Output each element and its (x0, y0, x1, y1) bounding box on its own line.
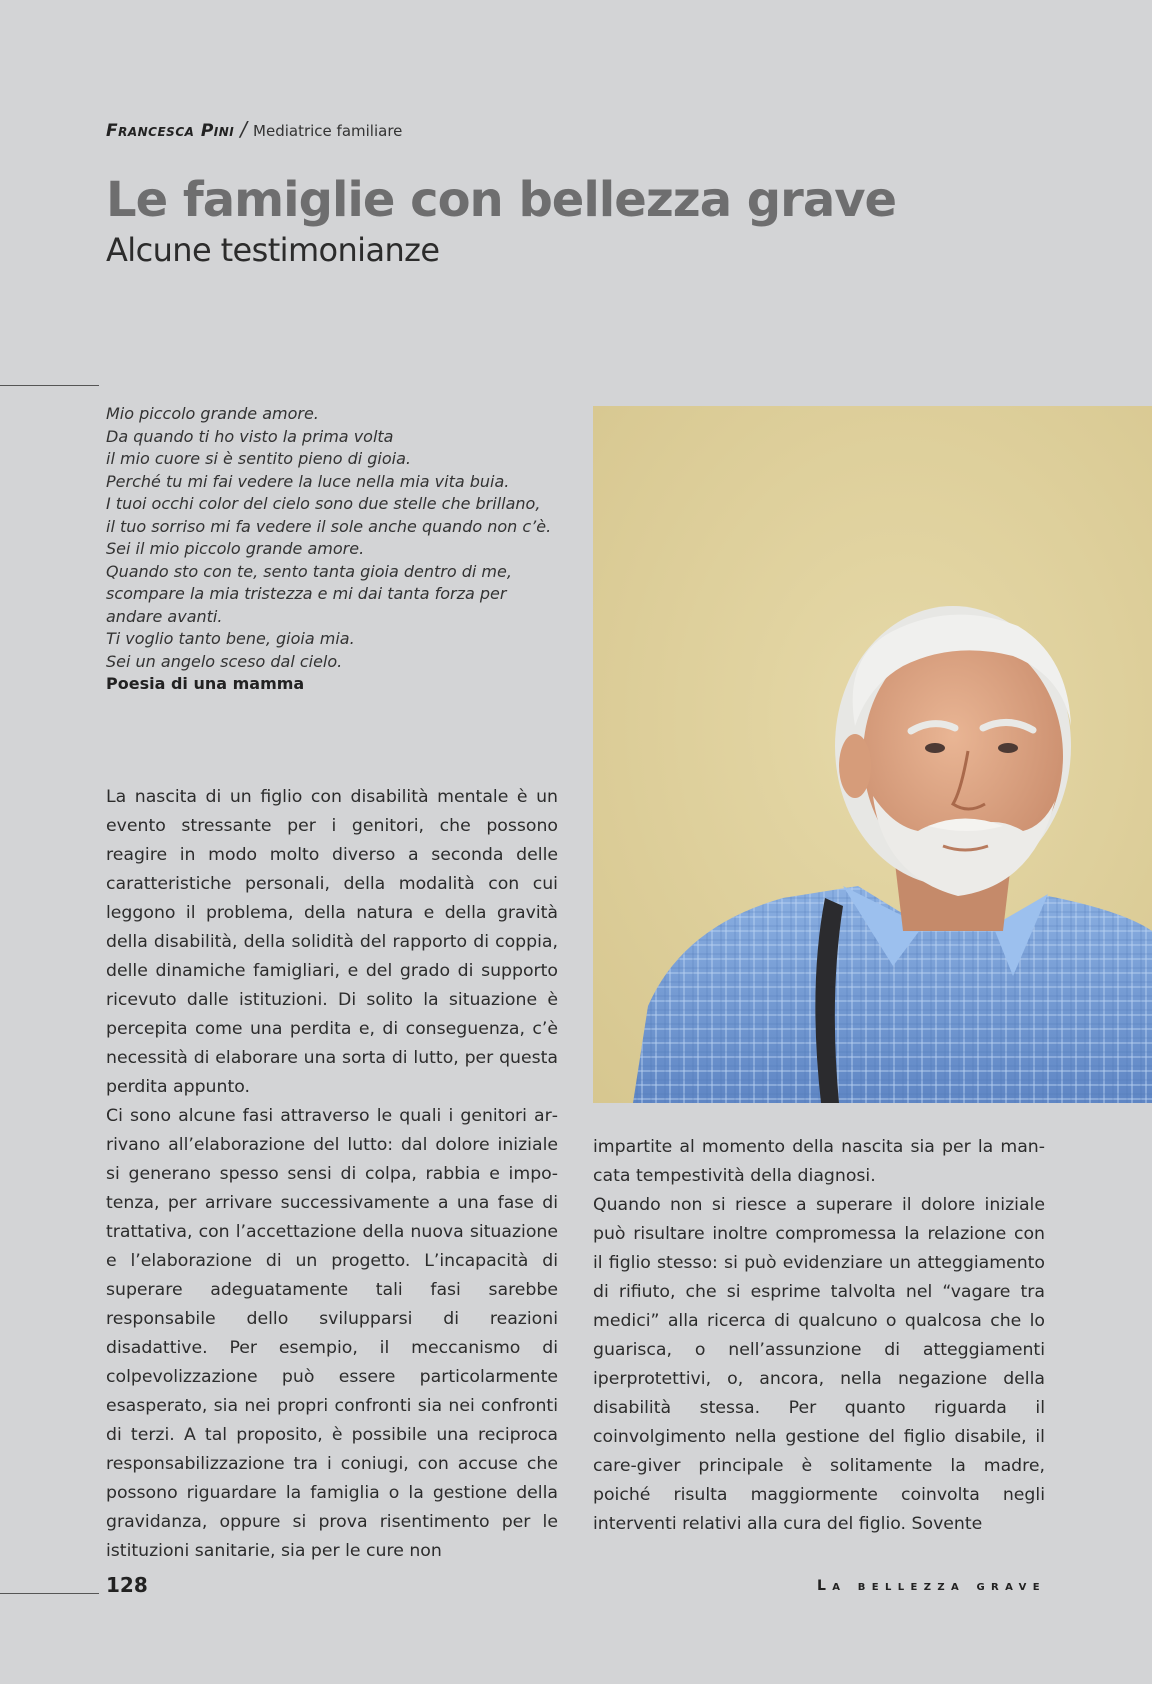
body-paragraph: impartite al momento della nascita sia per la mancata tempestività della diagnosi. (593, 1137, 1045, 1186)
poem-line: il tuo sorriso mi fa vedere il sole anche quando non c’è. (106, 516, 552, 536)
poem-line: Quando sto con te, sento tanta gioia dentro di me, (106, 561, 512, 581)
poem-line: andare avanti. (106, 606, 223, 626)
poem-line: Mio piccolo grande amore. (106, 404, 319, 423)
poem-line: scompare la mia tristezza e mi dai tanta forza per (106, 584, 507, 603)
poem-line: il mio cuore si è sentito pieno di gioia. (106, 449, 411, 468)
portrait-photo (593, 406, 1152, 1103)
body-paragraph: Quando non si riesce a superare il dolore iniziale può risultare inoltre compromessa la relazione con il figlio stesso: si può evidenziare un atteggiamento di rifiuto, che si esprime talvolta nel “vagare tra medici” alla ricerca di qualcuno o qualcosa che lo guarisca, o nell’assunzione di atteggiamenti iperprotettivi, o, ancora, nella negazione della disabilità stessa. Per quanto riguarda il coinvolgimento nella gestione del figlio disabile, il care-giver principale è solitamente la madre, poiché risulta maggiormente coinvolta negli interventi relativi alla cura del figlio. Sovente (593, 1195, 1045, 1534)
body-column-right (593, 1133, 1045, 1539)
running-title: La bellezza grave (816, 1578, 1046, 1594)
byline-separator: / (240, 117, 248, 141)
author-name: Francesca Pini (106, 121, 235, 141)
poem-line: Sei il mio piccolo grande amore. (106, 539, 365, 558)
poem-line: Ti voglio tanto bene, gioia mia. (106, 629, 355, 648)
portrait-illustration (593, 406, 1152, 1103)
poem-line: Perché tu mi fai vedere la luce nella mia vita buia. (106, 471, 510, 491)
footer-divider (0, 1593, 99, 1594)
body-paragraph: Ci sono alcune fasi attraverso le quali i genitori arrivano all’elaborazione del lutto: dal dolore iniziale si generano spesso sensi di colpa, rabbia e impotenza, per arrivare successivamente a una fase di trattativa, con l’accettazione della nuova situazione e l’elaborazione di un progetto. L’incapacità di superare adeguatamente tali fasi sarebbe responsabile dello svilupparsi di reazioni disadattive. Per esempio, il meccanismo di colpevolizzazione può essere particolarmente esasperato, sia nei propri confronti sia nei confronti di terzi. A tal proposito, è possibile una reciproca responsabilizzazione tra i coniugi, con accuse che possono riguardare la famiglia o la gestione della gravidanza, oppure si prova risentimento per le istituzioni sanitarie, sia per le cure non (106, 1106, 558, 1561)
body-column-left (106, 783, 558, 1566)
poem (106, 403, 566, 696)
body-paragraph: La nascita di un figlio con disabilità mentale è un evento stressante per i genitori, che possono reagire in modo molto diverso a seconda delle caratteristiche personali, della modalità con cui leggono il problema, della natura e della gravità della disabilità, della solidità del rapporto di coppia, delle dinamiche famigliari, e del grado di supporto ricevuto dalle istituzioni. Di solito la situazione è percepita come una perdita e, di conseguenza, c’è necessità di elaborare una sorta di lutto, per questa perdita appunto. (106, 787, 558, 1097)
poem-line: Da quando ti ho visto la prima volta (106, 426, 394, 446)
poem-attribution: Poesia di una mamma (106, 674, 305, 693)
section-divider (0, 385, 99, 386)
article-title: Le famiglie con bellezza grave (106, 172, 897, 228)
poem-line: Sei un angelo sceso dal cielo. (106, 651, 343, 671)
author-role: Mediatrice familiare (253, 122, 403, 140)
article-subtitle: Alcune testimonianze (106, 231, 440, 269)
page-number: 128 (106, 1573, 148, 1597)
poem-line: I tuoi occhi color del cielo sono due stelle che brillano, (106, 494, 541, 513)
byline (106, 117, 402, 141)
